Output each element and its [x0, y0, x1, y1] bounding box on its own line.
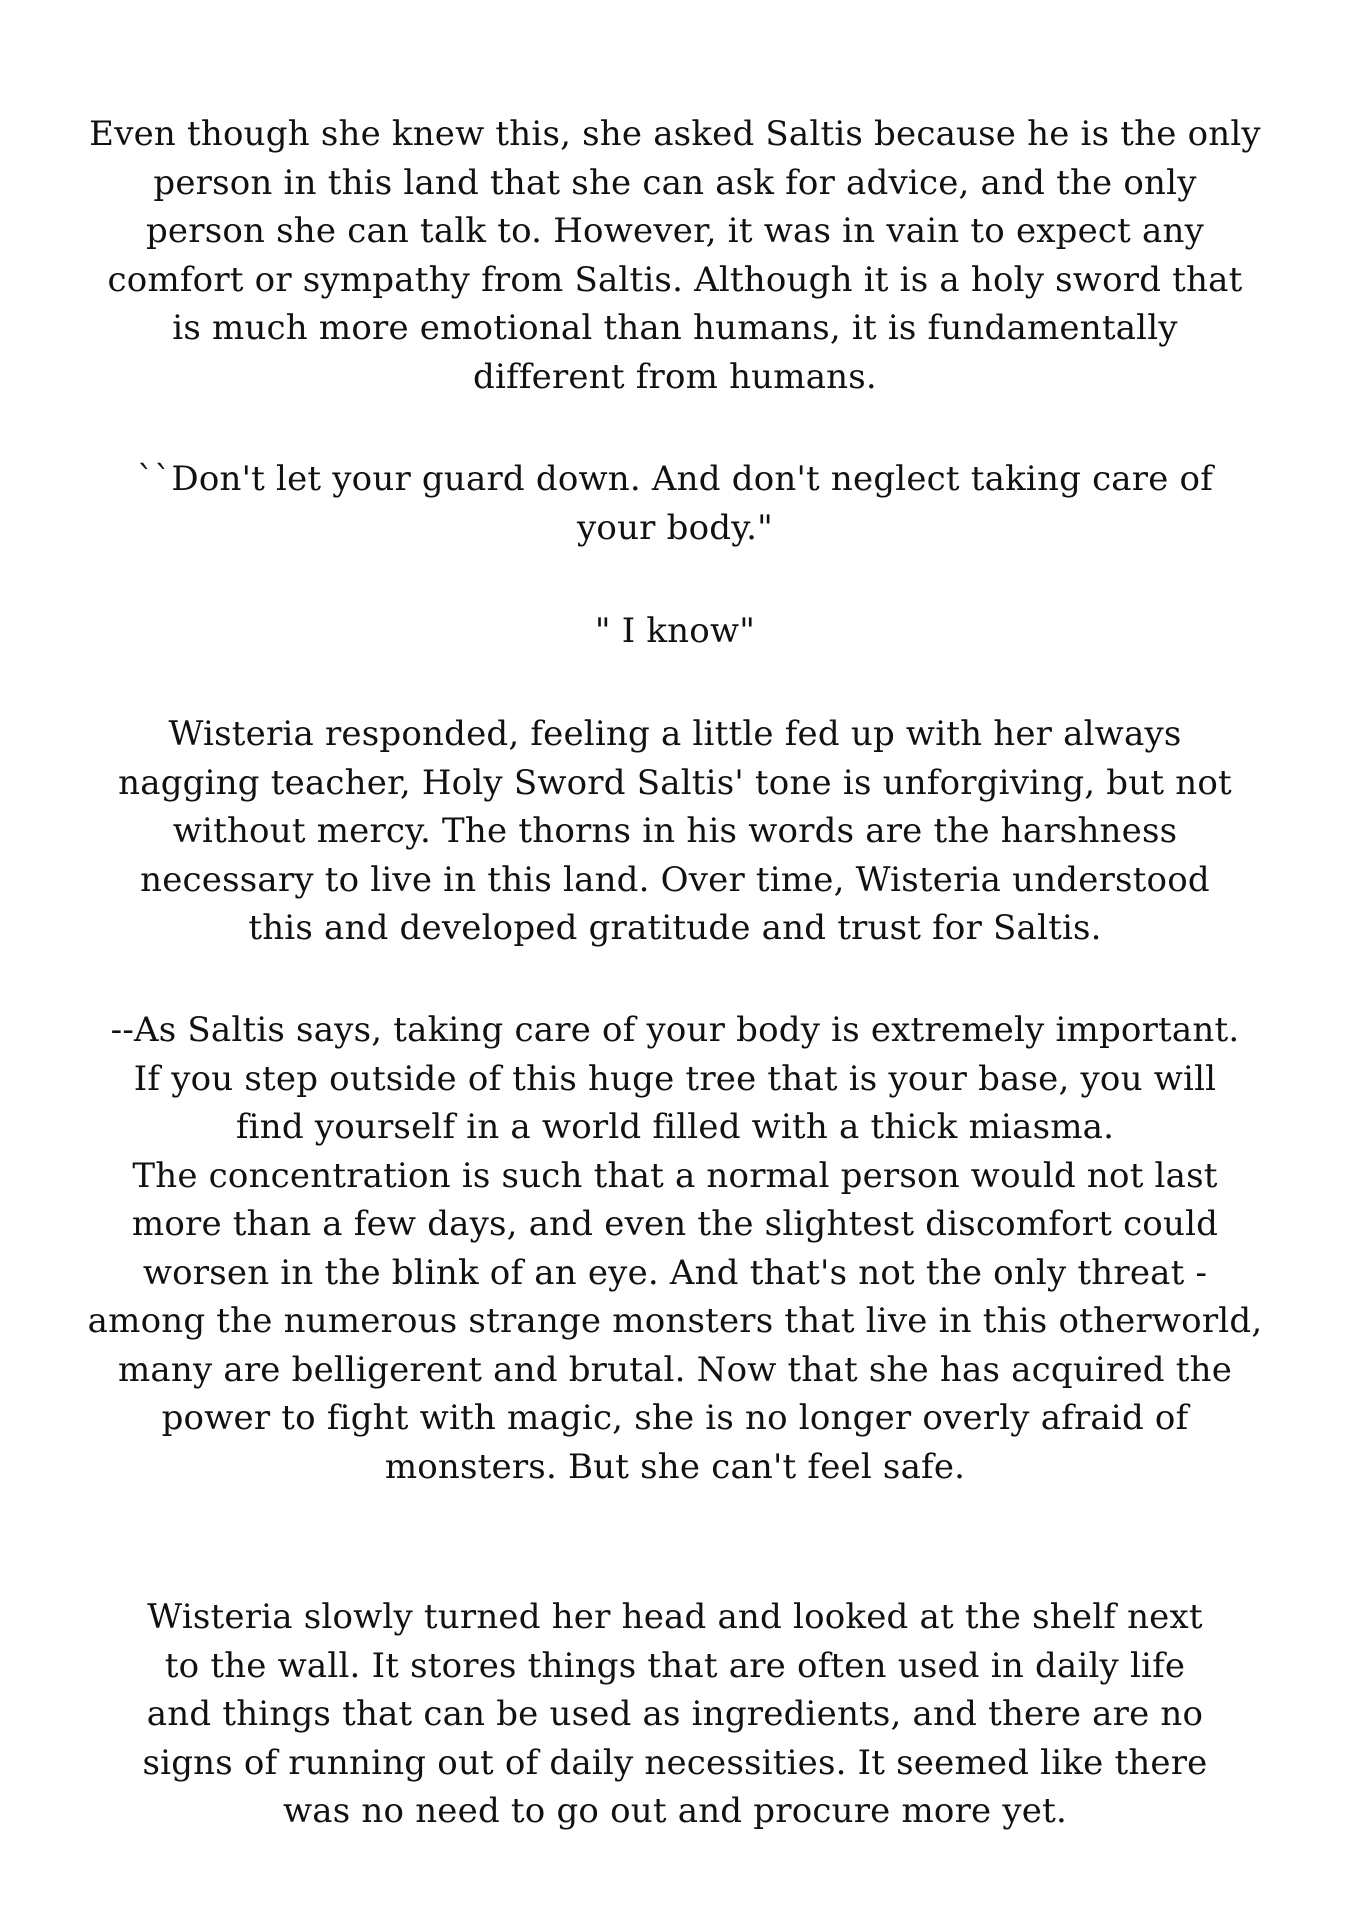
- text-line: and things that can be used as ingredients, and there are no: [146, 1694, 1204, 1734]
- text-line: If you step outside of this huge tree that is your base, you will: [133, 1058, 1217, 1099]
- paragraph-wisteria-response: [50, 710, 1300, 953]
- text-line: The concentration is such that a normal person would not last: [132, 1155, 1218, 1196]
- text-line: monsters. But she can't feel safe.: [384, 1446, 966, 1487]
- text-line: your body.": [577, 507, 773, 548]
- text-line: nagging teacher, Holy Sword Saltis' tone is unforgiving, but not: [118, 762, 1232, 803]
- paragraph-dialogue-saltis: [50, 455, 1300, 552]
- text-line: more than a few days, and even the slightest discomfort could: [131, 1204, 1219, 1244]
- paragraph-shelf: [50, 1593, 1300, 1836]
- text-line: Wisteria responded, feeling a little fed up with her always: [168, 714, 1182, 754]
- text-line: was no need to go out and procure more yet.: [283, 1791, 1067, 1831]
- text-line: many are belligerent and brutal. Now that she has acquired the: [117, 1349, 1233, 1390]
- text-line: worsen in the blink of an eye. And that's not the only threat -: [142, 1252, 1208, 1293]
- text-line: " I know": [594, 611, 756, 651]
- text-line: signs of running out of daily necessities. It seemed like there: [142, 1742, 1208, 1783]
- text-line: among the numerous strange monsters that live in this otherworld,: [87, 1301, 1263, 1341]
- paragraph-dialogue-wisteria: [50, 607, 1300, 656]
- text-line: ``Don't let your guard down. And don't neglect taking care of: [136, 459, 1214, 499]
- text-line: person in this land that she can ask for advice, and the only: [153, 162, 1197, 203]
- text-line: power to fight with magic, she is no longer overly afraid of: [161, 1398, 1189, 1438]
- text-line: find yourself in a world filled with a thick miasma.: [235, 1107, 1115, 1147]
- text-line: necessary to live in this land. Over time, Wisteria understood: [140, 859, 1210, 900]
- text-line: is much more emotional than humans, it is fundamentally: [172, 308, 1178, 348]
- paragraph-miasma-world: [50, 1006, 1300, 1491]
- paragraph-saltis-advice: [50, 110, 1300, 401]
- text-line: different from humans.: [473, 356, 877, 397]
- text-line: this and developed gratitude and trust for Saltis.: [248, 908, 1102, 948]
- text-line: Wisteria slowly turned her head and looked at the shelf next: [147, 1597, 1203, 1637]
- text-line: person she can talk to. However, it was in vain to expect any: [145, 211, 1205, 251]
- text-line: without mercy. The thorns in his words are the harshness: [172, 811, 1178, 851]
- text-line: to the wall. It stores things that are often used in daily life: [164, 1645, 1186, 1686]
- text-line: comfort or sympathy from Saltis. Although it is a holy sword that: [107, 259, 1243, 300]
- text-line: Even though she knew this, she asked Saltis because he is the only: [89, 114, 1261, 154]
- text-line: --As Saltis says, taking care of your body is extremely important.: [110, 1010, 1240, 1050]
